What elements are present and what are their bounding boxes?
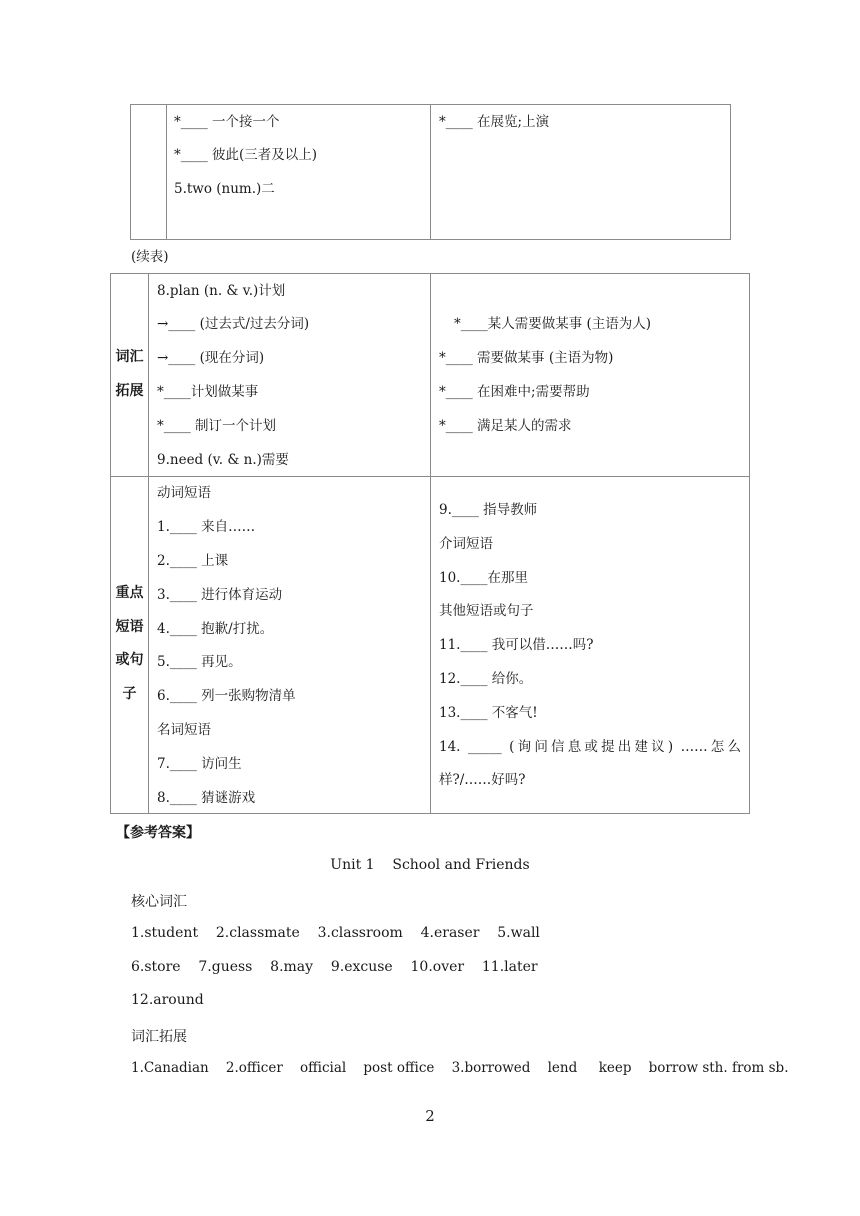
row1-left-line: →____ (过去式/过去分词): [157, 316, 310, 332]
row2-right-line: 11.____ 我可以借……吗?: [439, 637, 594, 653]
row2-right-line: 样?/……好吗?: [439, 772, 526, 788]
row-label-key-phrases: [111, 577, 148, 712]
row1-right-line: *____ 满足某人的需求: [439, 418, 572, 434]
row2-left-line: 6.____ 列一张购物清单: [157, 688, 296, 704]
answers-heading: 【参考答案】: [116, 825, 200, 841]
row2-left-line: 名词短语: [157, 722, 211, 738]
row1-left-line: 9.need (v. & n.)需要: [157, 452, 289, 468]
row2-right-line: 9.____ 指导教师: [439, 502, 538, 518]
answer-line: 1.student 2.classmate 3.classroom 4.eraser 5.wall: [131, 925, 540, 941]
row1-left-line: *____计划做某事: [157, 384, 259, 400]
row1-left-line: →____ (现在分词): [157, 350, 265, 366]
table1-left-line: 5.two (num.)二: [174, 181, 275, 197]
row1-right-line: *____某人需要做某事 (主语为人): [454, 316, 652, 332]
table1-right-line: *____ 在展览;上演: [439, 114, 550, 130]
table1-left-line: *____ 彼此(三者及以上): [174, 147, 318, 163]
row1-right-line: *____ 需要做某事 (主语为物): [439, 350, 614, 366]
row2-left-line: 4.____ 抱歉/打扰。: [157, 621, 274, 637]
row2-right-line: 12.____ 给你。: [439, 671, 533, 687]
row-label-char: 或句: [115, 652, 144, 669]
answer-line: 词汇拓展: [131, 1029, 187, 1045]
row2-right-line: 其他短语或句子: [439, 603, 534, 619]
answer-line: 1.Canadian 2.officer official post office 3.borrowed lend keep borrow sth. from sb.: [131, 1060, 789, 1076]
row1-left-line: 8.plan (n. & v.)计划: [157, 283, 286, 299]
row-label-char: 短语: [115, 618, 144, 635]
row2-left-line: 5.____ 再见。: [157, 654, 242, 670]
row1-right-line: *____ 在困难中;需要帮助: [439, 384, 590, 400]
row1-left-line: *____ 制订一个计划: [157, 418, 277, 434]
row2-left-line: 2.____ 上课: [157, 553, 229, 569]
table1-left-line: *____ 一个接一个: [174, 114, 280, 130]
row2-right-line: 13.____ 不客气!: [439, 705, 538, 721]
row2-left-line: 8.____ 猜谜游戏: [157, 790, 256, 806]
row-label-char: 重点: [115, 585, 144, 601]
row2-left-line: 1.____ 来自……: [157, 519, 256, 535]
row2-right-line: 10.____在那里: [439, 570, 528, 586]
answer-line: 核心词汇: [131, 894, 187, 910]
row2-left-line: 7.____ 访问生: [157, 756, 242, 772]
row-label-char: 拓展: [115, 382, 144, 399]
row2-left-line: 3.____ 进行体育运动: [157, 587, 283, 603]
unit-title: Unit 1 School and Friends: [330, 857, 530, 873]
row-label-char: 词汇: [115, 349, 144, 365]
row2-right-line: 14. _____ (询问信息或提出建议) ……怎么: [439, 739, 741, 755]
page-number: 2: [425, 1107, 435, 1125]
answer-line: 6.store 7.guess 8.may 9.excuse 10.over 11.later: [131, 959, 538, 975]
answer-line: 12.around: [131, 992, 204, 1008]
row2-left-line: 动词短语: [157, 485, 211, 501]
row-label-vocab-expansion: [111, 341, 148, 408]
continued-label: (续表): [131, 249, 169, 265]
row2-right-line: 介词短语: [439, 536, 493, 552]
row-label-char: 子: [122, 686, 137, 703]
